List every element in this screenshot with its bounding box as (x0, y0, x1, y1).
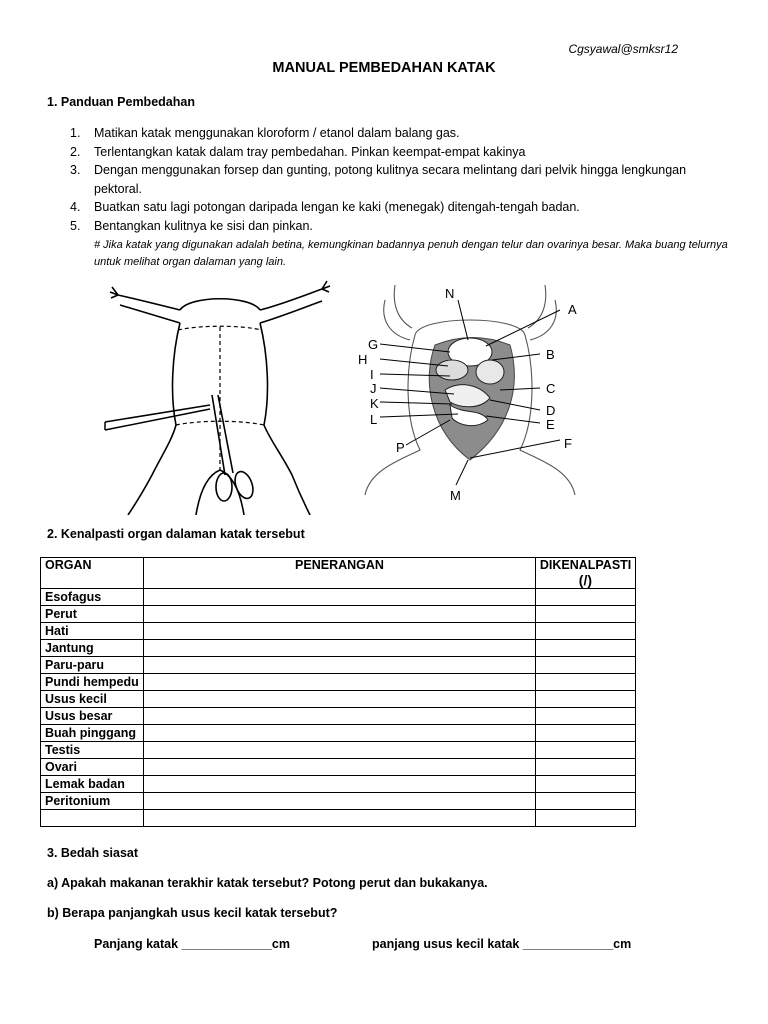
identified-cell[interactable] (535, 776, 635, 793)
table-row: Usus besar (41, 708, 636, 725)
table-row: Ovari (41, 759, 636, 776)
description-cell[interactable] (144, 776, 536, 793)
table-row: Perut (41, 606, 636, 623)
description-cell[interactable] (144, 623, 536, 640)
header-organ: ORGAN (41, 558, 144, 589)
table-row: Testis (41, 742, 636, 759)
frog-length-field[interactable]: Panjang katak _____________cm (94, 937, 290, 951)
frog-outline-svg (100, 275, 340, 515)
label-A: A (568, 302, 577, 317)
female-frog-note: # Jika katak yang digunakan adalah betina, kemungkinan badannya penuh dengan telur dan ovarinya besar. Maka buang telurnya untuk melihat organ dalaman yang lain. (94, 239, 728, 268)
table-row: Buah pinggang (41, 725, 636, 742)
intestine-length-field[interactable]: panjang usus kecil katak _____________cm (372, 937, 632, 951)
table-row (41, 810, 636, 827)
identified-cell[interactable] (535, 623, 635, 640)
description-cell[interactable] (144, 606, 536, 623)
frog-organs-svg (350, 280, 590, 505)
description-cell[interactable] (144, 589, 536, 606)
identified-cell[interactable] (535, 691, 635, 708)
label-C: C (546, 381, 556, 396)
table-row: Pundi hempedu (41, 674, 636, 691)
label-H: H (358, 352, 368, 367)
label-B: B (546, 347, 555, 362)
description-cell[interactable] (144, 657, 536, 674)
description-cell[interactable] (144, 810, 536, 827)
table-row: Usus kecil (41, 691, 636, 708)
label-I: I (370, 367, 374, 382)
label-F: F (564, 436, 572, 451)
table-header-row (41, 558, 636, 589)
label-M: M (450, 488, 461, 503)
label-E: E (546, 417, 555, 432)
table-row: Hati (41, 623, 636, 640)
dissection-steps (70, 124, 730, 235)
header-description: PENERANGAN (144, 558, 536, 589)
description-cell[interactable] (144, 759, 536, 776)
table-row: Esofagus (41, 589, 636, 606)
description-cell[interactable] (144, 708, 536, 725)
label-K: K (370, 396, 379, 411)
label-L: L (370, 412, 378, 427)
step-item: 3. Dengan menggunakan forsep dan gunting, potong kulitnya secara melintang dari pelvik hingga lengkungan pektoral. (70, 163, 687, 196)
header-identified: DIKENALPASTI (/) (535, 558, 635, 589)
identified-cell[interactable] (535, 810, 635, 827)
frog-cutting-figure (100, 275, 340, 515)
table-row: Peritonium (41, 793, 636, 810)
description-cell[interactable] (144, 691, 536, 708)
description-cell[interactable] (144, 742, 536, 759)
organ-table (40, 557, 636, 827)
identified-cell[interactable] (535, 742, 635, 759)
section2-heading: 2. Kenalpasti organ dalaman katak tersebut (47, 527, 305, 541)
section1-heading: 1. Panduan Pembedahan (47, 95, 195, 109)
description-cell[interactable] (144, 793, 536, 810)
description-cell[interactable] (144, 674, 536, 691)
section3-heading: 3. Bedah siasat (47, 846, 139, 860)
identified-cell[interactable] (535, 589, 635, 606)
question-a: a) Apakah makanan terakhir katak tersebut? Potong perut dan bukakanya. (47, 876, 488, 890)
page-title: MANUAL PEMBEDAHAN KATAK (272, 60, 496, 76)
label-D: D (546, 403, 556, 418)
label-G: G (368, 337, 379, 352)
author-credit: Cgsyawal@smksr12 (568, 42, 678, 56)
table-row: Jantung (41, 640, 636, 657)
frog-organs-figure (350, 280, 590, 505)
step-item: 1. Matikan katak menggunakan kloroform / etanol dalam balang gas. (70, 126, 460, 140)
step-item: 4. Buatkan satu lagi potongan daripada lengan ke kaki (menegak) ditengah-tengah badan. (70, 200, 580, 214)
step-item: 5. Bentangkan kulitnya ke sisi dan pinkan. (70, 218, 313, 233)
identified-cell[interactable] (535, 674, 635, 691)
description-cell[interactable] (144, 640, 536, 657)
identified-cell[interactable] (535, 708, 635, 725)
identified-cell[interactable] (535, 606, 635, 623)
table-row: Paru-paru (41, 657, 636, 674)
label-P: P (396, 440, 405, 455)
identified-cell[interactable] (535, 725, 635, 742)
identified-cell[interactable] (535, 793, 635, 810)
identified-cell[interactable] (535, 759, 635, 776)
table-row: Lemak badan (41, 776, 636, 793)
identified-cell[interactable] (535, 640, 635, 657)
description-cell[interactable] (144, 725, 536, 742)
label-N: N (445, 286, 455, 301)
label-J: J (370, 381, 377, 396)
step-item: 2. Terlentangkan katak dalam tray pembedahan. Pinkan keempat-empat kakinya (70, 144, 526, 159)
identified-cell[interactable] (535, 657, 635, 674)
question-b: b) Berapa panjangkah usus kecil katak tersebut? (47, 906, 338, 920)
